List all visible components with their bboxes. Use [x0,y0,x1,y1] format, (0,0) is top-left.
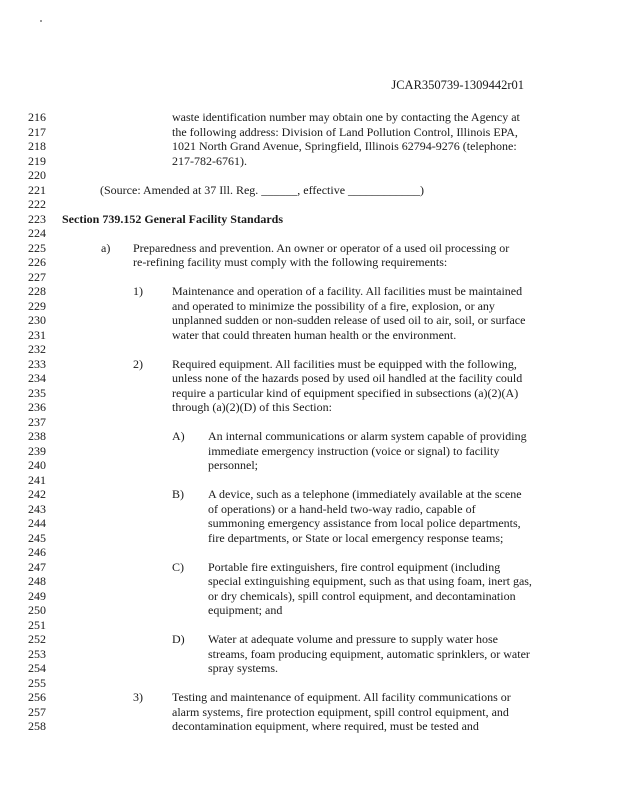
line-text: Testing and maintenance of equipment. All facility communications or [172,690,511,704]
document-line [0,618,620,632]
line-text: unplanned sudden or non-sudden release of used oil to air, soil, or surface [172,313,526,327]
section-heading: Section 739.152 General Facility Standards [62,211,283,226]
document-line [0,197,620,211]
line-text: immediate emergency instruction (voice or signal) to facility [208,443,500,458]
list-label: 1) [133,284,143,298]
document-line [0,444,620,458]
line-text: and operated to minimize the possibility of a fire, explosion, or any [172,298,495,313]
line-number: 224 [28,226,46,240]
line-number: 217 [28,124,46,139]
line-number: 216 [28,110,46,124]
document-line [0,299,620,313]
line-number: 252 [28,632,46,646]
line-number: 244 [28,516,46,530]
line-number: 219 [28,153,46,168]
line-number: 258 [28,719,46,733]
document-line [0,168,620,182]
document-line [0,139,620,153]
line-number: 239 [28,443,46,458]
line-number: 249 [28,588,46,603]
document-line [0,154,620,168]
line-number: 227 [28,269,46,284]
line-number: 221 [28,182,46,197]
line-number: 241 [28,472,46,487]
document-line [0,183,620,197]
line-text: waste identification number may obtain one by contacting the Agency at [172,110,520,124]
line-text: fire departments, or State or local emergency response teams; [208,530,504,545]
line-text: equipment; and [208,603,283,617]
line-text: the following address: Division of Land Pollution Control, Illinois EPA, [172,124,518,139]
line-number: 247 [28,559,46,574]
line-number: 231 [28,327,46,342]
document-line [0,284,620,298]
line-text: personnel; [208,458,258,472]
line-text: 1021 North Grand Avenue, Springfield, Illinois 62794-9276 (telephone: [172,139,517,153]
line-text: re-refining facility must comply with the following requirements: [133,255,448,269]
document-line [0,110,620,124]
document-line [0,429,620,443]
document-line [0,357,620,371]
list-label: 2) [133,356,143,371]
line-text: 217-782-6761). [172,153,247,168]
line-number: 222 [28,197,46,211]
document-line [0,589,620,603]
line-text: alarm systems, fire protection equipment, spill control equipment, and [172,704,509,719]
line-number: 234 [28,371,46,385]
line-number: 218 [28,139,46,153]
line-number: 245 [28,530,46,545]
document-line [0,226,620,240]
document-line [0,531,620,545]
document-line [0,415,620,429]
line-number: 225 [28,240,46,255]
line-text: Required equipment. All facilities must be equipped with the following, [172,356,517,371]
document-line [0,676,620,690]
document-line [0,212,620,226]
document-line [0,647,620,661]
line-number: 242 [28,487,46,501]
line-text: (Source: Amended at 37 Ill. Reg. ______, effective ____________) [100,182,425,197]
document-line [0,705,620,719]
list-label: B) [172,487,184,501]
list-label: A) [172,429,185,443]
line-number: 243 [28,501,46,516]
line-text: through (a)(2)(D) of this Section: [172,400,332,414]
line-text: of operations) or a hand-held two-way radio, capable of [208,501,476,516]
line-text: special extinguishing equipment, such as that using foam, inert gas, [208,574,532,588]
document-line [0,328,620,342]
line-number: 246 [28,545,46,559]
line-text: Preparedness and prevention. An owner or operator of a used oil processing or [133,240,510,255]
document-id: JCAR350739-1309442r01 [391,78,524,92]
document-line [0,487,620,501]
line-number: 229 [28,298,46,313]
document-line [0,516,620,530]
document-line [0,342,620,356]
document-line [0,603,620,617]
scan-mark [40,20,42,22]
list-label: C) [172,559,184,574]
line-text: decontamination equipment, where required, must be tested and [172,719,479,733]
line-text: Portable fire extinguishers, fire control equipment (including [208,559,501,574]
line-text: unless none of the hazards posed by used oil handled at the facility could [172,371,523,385]
document-line [0,661,620,675]
document-line [0,690,620,704]
document-line [0,632,620,646]
line-number: 253 [28,646,46,661]
document-line [0,386,620,400]
document-line [0,313,620,327]
line-number: 226 [28,255,46,269]
document-line [0,502,620,516]
document-line [0,719,620,733]
line-text: Water at adequate volume and pressure to supply water hose [208,632,498,646]
document-line [0,473,620,487]
line-number: 233 [28,356,46,371]
line-text: spray systems. [208,661,278,675]
document-line [0,560,620,574]
line-number: 251 [28,617,46,632]
line-number: 250 [28,603,46,617]
line-text: require a particular kind of equipment specified in subsections (a)(2)(A) [172,385,519,400]
line-number: 236 [28,400,46,414]
line-number: 248 [28,574,46,588]
line-text: or dry chemicals), spill control equipment, and decontamination [208,588,516,603]
line-number: 255 [28,675,46,690]
line-number: 238 [28,429,46,443]
document-line [0,458,620,472]
line-text: water that could threaten human health or the environment. [172,327,457,342]
line-number: 256 [28,690,46,704]
document-line [0,270,620,284]
line-number: 232 [28,342,46,356]
document-line [0,255,620,269]
line-text: A device, such as a telephone (immediately available at the scene [208,487,522,501]
line-number: 254 [28,661,46,675]
line-text: An internal communications or alarm system capable of providing [208,429,527,443]
document-line [0,545,620,559]
document-line [0,125,620,139]
line-number: 237 [28,414,46,429]
line-number: 230 [28,313,46,327]
line-text: Maintenance and operation of a facility. All facilities must be maintained [172,284,523,298]
document-line [0,371,620,385]
line-number: 223 [28,211,46,226]
list-label: D) [172,632,185,646]
document-line [0,400,620,414]
line-number: 228 [28,284,46,298]
line-text: summoning emergency assistance from local police departments, [208,516,521,530]
line-number: 235 [28,385,46,400]
line-text: streams, foam producing equipment, automatic sprinklers, or water [208,646,530,661]
list-label: 3) [133,690,143,704]
document-line [0,574,620,588]
line-number: 220 [28,168,46,182]
line-number: 257 [28,704,46,719]
document-line [0,241,620,255]
list-label: a) [101,240,111,255]
line-number: 240 [28,458,46,472]
